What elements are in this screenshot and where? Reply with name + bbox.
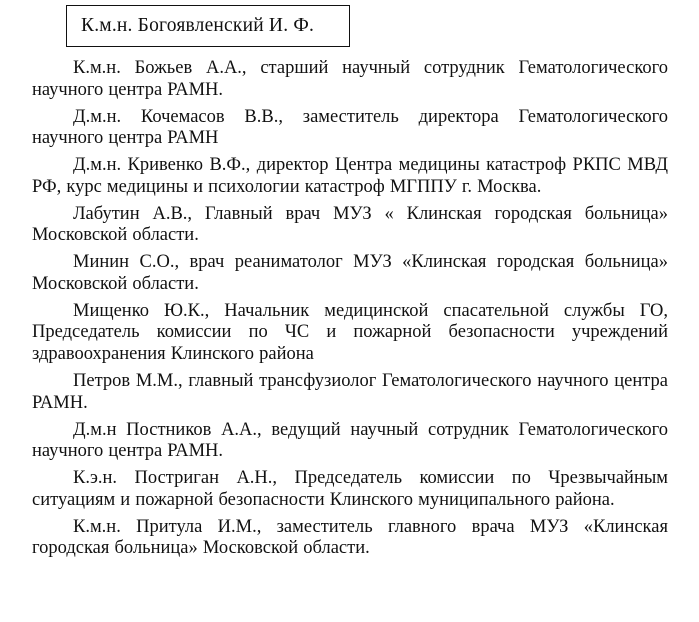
contributor-entry-petrov: Петров М.М., главный трансфузиолог Гематологического научного центра РАМН. [32,371,668,413]
contributor-entry-pritula: К.м.н. Притула И.М., заместитель главного врача МУЗ «Клинская городская больница» Московской области. [32,516,668,559]
contributor-entry-postrigan: К.э.н. Постриган А.Н., Председатель комиссии по Чрезвычайным ситуациям и пожарной безопасности Клинского муниципального района. [32,468,668,510]
contributor-entry-krivenko: Д.м.н. Кривенко В.Ф., директор Центра медицины катастроф РКПС МВД РФ, курс медицины и психологии катастроф МГППУ г. Москва. [32,155,668,197]
contributor-entry-mishchenko: Мищенко Ю.К., Начальник медицинской спасательной службы ГО, Председатель комиссии по ЧС и пожарной безопасности учреждений здравоохранения Клинского района [32,300,668,364]
boxed-name-heading: К.м.н. Богоявленский И. Ф. [66,5,350,47]
contributor-entry-labutin: Лабутин А.В., Главный врач МУЗ « Клинская городская больница» Московской области. [32,203,668,246]
contributor-entry-minin: Минин С.О., врач реаниматолог МУЗ «Клинская городская больница» Московской области. [32,252,668,294]
contributors-list [32,58,668,560]
contributor-entry-bozhev: К.м.н. Божьев А.А., старший научный сотрудник Гематологического научного центра РАМН. [32,58,668,100]
contributor-entry-postnikov: Д.м.н Постников А.А., ведущий научный сотрудник Гематологического научного центра РАМН. [32,419,668,462]
contributor-entry-kochemasov: Д.м.н. Кочемасов В.В., заместитель директора Гематологического научного центра РАМН [32,106,668,149]
